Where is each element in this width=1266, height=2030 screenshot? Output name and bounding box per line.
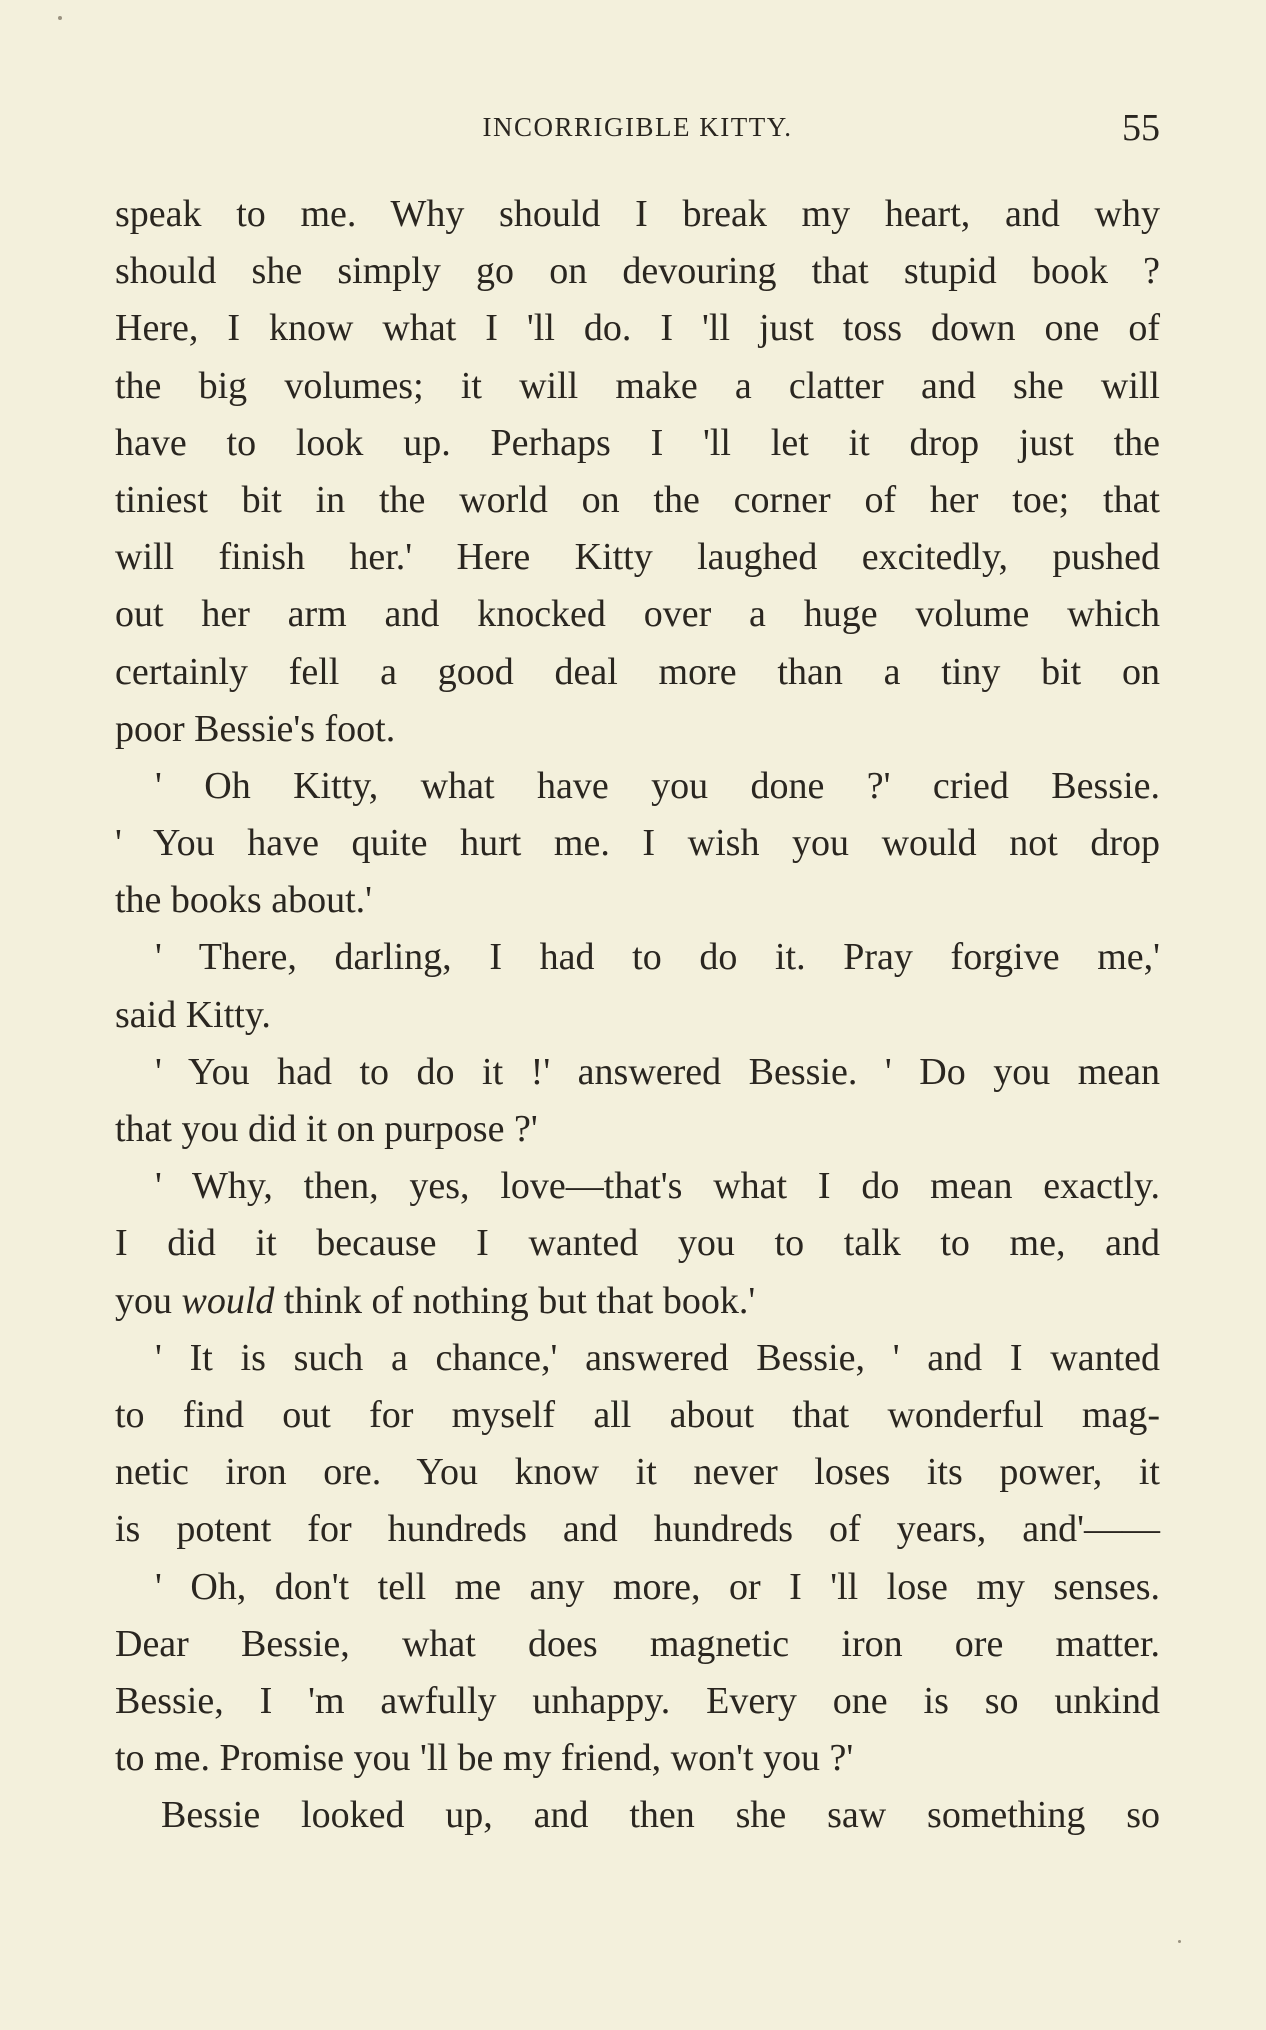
text-line: Bessie, I 'm awfully unhappy. Every one is so unkind <box>115 1679 1160 1722</box>
text-line: netic iron ore. You know it never loses its power, it <box>115 1451 1160 1494</box>
text-line <box>115 1273 1160 1330</box>
text-line: will finish her.' Here Kitty laughed excitedly, pushed <box>115 536 1160 579</box>
text-line: speak to me. Why should I break my heart, and why <box>115 193 1160 235</box>
text-line: that you did it on purpose ?' <box>115 1108 538 1150</box>
text-line: out her arm and knocked over a huge volume which <box>115 593 1160 636</box>
text-line: tiniest bit in the world on the corner of her toe; that <box>115 478 1160 521</box>
text-line: ' There, darling, I had to do it. Pray forgive me,' <box>155 936 1160 979</box>
text-line: ' Oh Kitty, what have you done ?' cried Bessie. <box>155 764 1160 807</box>
text-line: the books about.' <box>115 879 372 922</box>
text-line: Dear Bessie, what does magnetic iron ore matter. <box>115 1622 1160 1665</box>
text-line: to me. Promise you 'll be my friend, won't you ?' <box>115 1737 854 1780</box>
running-title: INCORRIGIBLE KITTY. <box>482 112 793 142</box>
text-line: ' You have quite hurt me. I wish you would not drop <box>115 822 1160 865</box>
running-head <box>115 104 1160 154</box>
text-run: you <box>115 1279 172 1322</box>
text-line: the big volumes; it will make a clatter and she will <box>115 364 1160 407</box>
text-run: think of nothing but that book.' <box>283 1279 756 1322</box>
text-line: ' Oh, don't tell me any more, or I 'll lose my senses. <box>155 1565 1160 1608</box>
text-line: Bessie looked up, and then she saw something so <box>161 1794 1160 1837</box>
text-line: have to look up. Perhaps I 'll let it drop just the <box>115 421 1160 464</box>
text-line: Here, I know what I 'll do. I 'll just toss down one of <box>115 307 1160 350</box>
text-line: should she simply go on devouring that stupid book ? <box>115 250 1160 293</box>
body-text <box>115 186 1160 1844</box>
italic-word: would <box>181 1279 275 1322</box>
paper-speck <box>1178 1940 1181 1943</box>
text-line: certainly fell a good deal more than a tiny bit on <box>115 650 1160 693</box>
text-line: I did it because I wanted you to talk to me, and <box>115 1222 1160 1265</box>
text-line: poor Bessie's foot. <box>115 707 396 750</box>
text-line: to find out for myself all about that wonderful mag- <box>115 1393 1160 1436</box>
text-line: ' You had to do it !' answered Bessie. ' Do you mean <box>155 1050 1160 1093</box>
text-line: is potent for hundreds and hundreds of years, and'—— <box>115 1508 1160 1551</box>
text-line: ' It is such a chance,' answered Bessie, ' and I wanted <box>155 1336 1160 1379</box>
page-number: 55 <box>1122 107 1160 149</box>
text-line: ' Why, then, yes, love—that's what I do mean exactly. <box>155 1165 1160 1208</box>
paper-speck <box>58 16 62 20</box>
text-line: said Kitty. <box>115 993 271 1036</box>
